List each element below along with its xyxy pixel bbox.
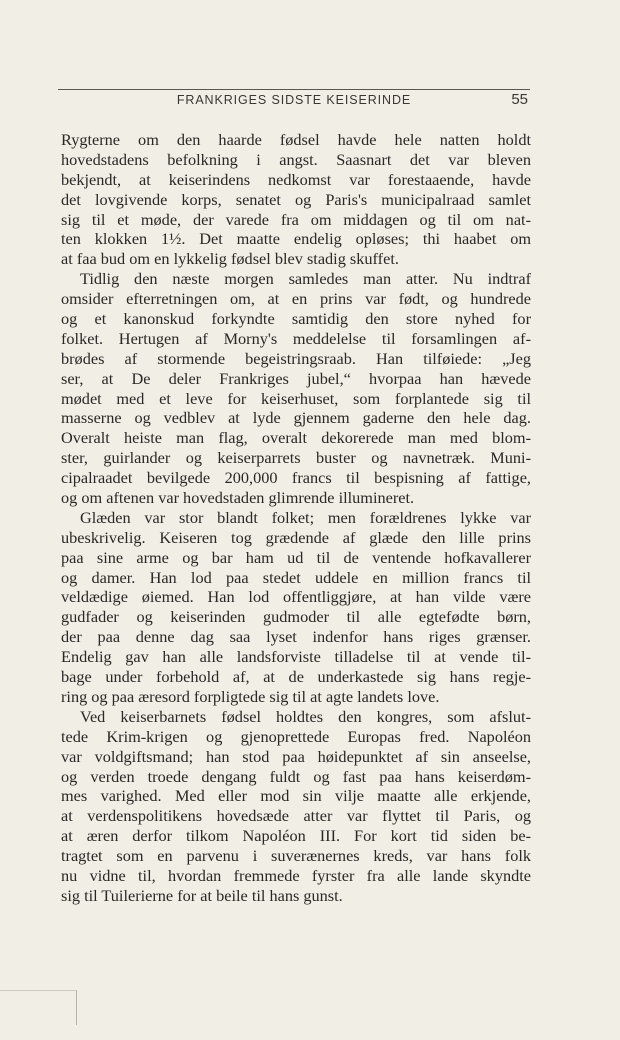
text-line: der paa denne dag saa lyset indenfor hans riges grænser. xyxy=(61,627,531,647)
text-line: ring og paa æresord forpligtede sig til at agte landets love. xyxy=(61,686,440,706)
page-number: 55 xyxy=(511,91,528,108)
text-line: paa sine arme og bar ham ud til de ventende hofkavallerer xyxy=(61,547,531,567)
text-line: Glæden var stor blandt folket; men forældrenes lykke var xyxy=(80,507,531,527)
text-line: var voldgiftsmand; han stod paa høidepunktet af sin anseelse, xyxy=(61,746,531,766)
text-line: veldædige øiemed. Han lod offentliggjøre, at han vilde være xyxy=(61,587,531,607)
text-line: tede Krim-krigen og gjenoprettede Europas fred. Napoléon xyxy=(61,726,531,746)
running-title: FRANKRIGES SIDSTE KEISERINDE xyxy=(176,93,412,107)
text-line: og verden troede dengang fuldt og fast paa hans keiserdøm- xyxy=(61,766,531,786)
text-line: folket. Hertugen af Morny's meddelelse til forsamlingen af- xyxy=(61,328,531,348)
text-line: mødet med et leve for keiserhuset, som forplantede sig til xyxy=(61,388,531,408)
text-line: og om aftenen var hovedstaden glimrende illumineret. xyxy=(61,488,415,508)
text-line: sig til et møde, der varede fra om middagen og til om nat- xyxy=(61,209,531,229)
text-line: nu vidne til, hvordan fremmede fyrster fra alle lande skyndte xyxy=(61,865,531,885)
running-header xyxy=(58,89,530,116)
text-line: omsider efterretningen om, at en prins var født, og hundrede xyxy=(61,289,531,309)
text-line: mes varighed. Med eller mod sin vilje maatte alle erkjende, xyxy=(61,786,531,806)
text-line: det lovgivende korps, senatet og Paris's municipalraad samlet xyxy=(61,189,531,209)
text-line: Overalt heiste man flag, overalt dekorerede man med blom- xyxy=(61,428,531,448)
text-line: bekjendt, at keiserindens nedkomst var forestaaende, havde xyxy=(61,169,531,189)
text-line: masserne og vedblev at lyde gjennem gaderne den hele dag. xyxy=(61,408,531,428)
text-line: bage under forbehold af, at de underkastede sig hans regje- xyxy=(61,667,531,687)
text-line: ster, guirlander og keiserparrets buster og navnetræk. Muni- xyxy=(61,448,531,468)
text-line: at verdenspolitikens hovedsæde atter var flyttet til Paris, og xyxy=(61,806,531,826)
text-line: Ved keiserbarnets fødsel holdtes den kongres, som afslut- xyxy=(80,706,531,726)
text-line: brødes af stormende begeistringsraab. Han tilføiede: „Jeg xyxy=(61,348,531,368)
text-line: tragtet som en parvenu i suverænernes kreds, var hans folk xyxy=(61,846,531,866)
text-line: ser, at De deler Frankriges jubel,“ hvorpaa han hævede xyxy=(61,368,531,388)
text-line: Endelig gav han alle landsforviste tilladelse til at vende til- xyxy=(61,647,531,667)
text-line: ten klokken 1½. Det maatte endelig opløses; thi haabet om xyxy=(61,229,531,249)
text-line: cipalraadet bevilgede 200,000 francs til bespisning af fattige, xyxy=(61,468,531,488)
text-line: hovedstadens befolkning i angst. Saasnart det var bleven xyxy=(61,149,531,169)
text-line: og damer. Han lod paa stedet uddele en million francs til xyxy=(61,567,531,587)
text-line: gudfader og keiserinden gudmoder til alle egtefødte børn, xyxy=(61,607,531,627)
text-line: ubeskrivelig. Keiseren tog grædende af glæde den lille prins xyxy=(61,527,531,547)
text-line: at æren derfor tilkom Napoléon III. For kort tid siden be- xyxy=(61,826,531,846)
text-line: Tidlig den næste morgen samledes man atter. Nu indtraf xyxy=(80,269,531,289)
text-line: Rygterne om den haarde fødsel havde hele natten holdt xyxy=(61,130,531,149)
body-text xyxy=(61,130,531,906)
text-line: at faa bud om en lykkelig fødsel blev stadig skuffet. xyxy=(61,249,399,269)
text-line: og et kanonskud forkyndte samtidig den store nyhed for xyxy=(61,309,531,329)
scan-edge-mark xyxy=(0,990,77,1025)
text-line: sig til Tuilerierne for at beile til hans gunst. xyxy=(61,885,343,905)
